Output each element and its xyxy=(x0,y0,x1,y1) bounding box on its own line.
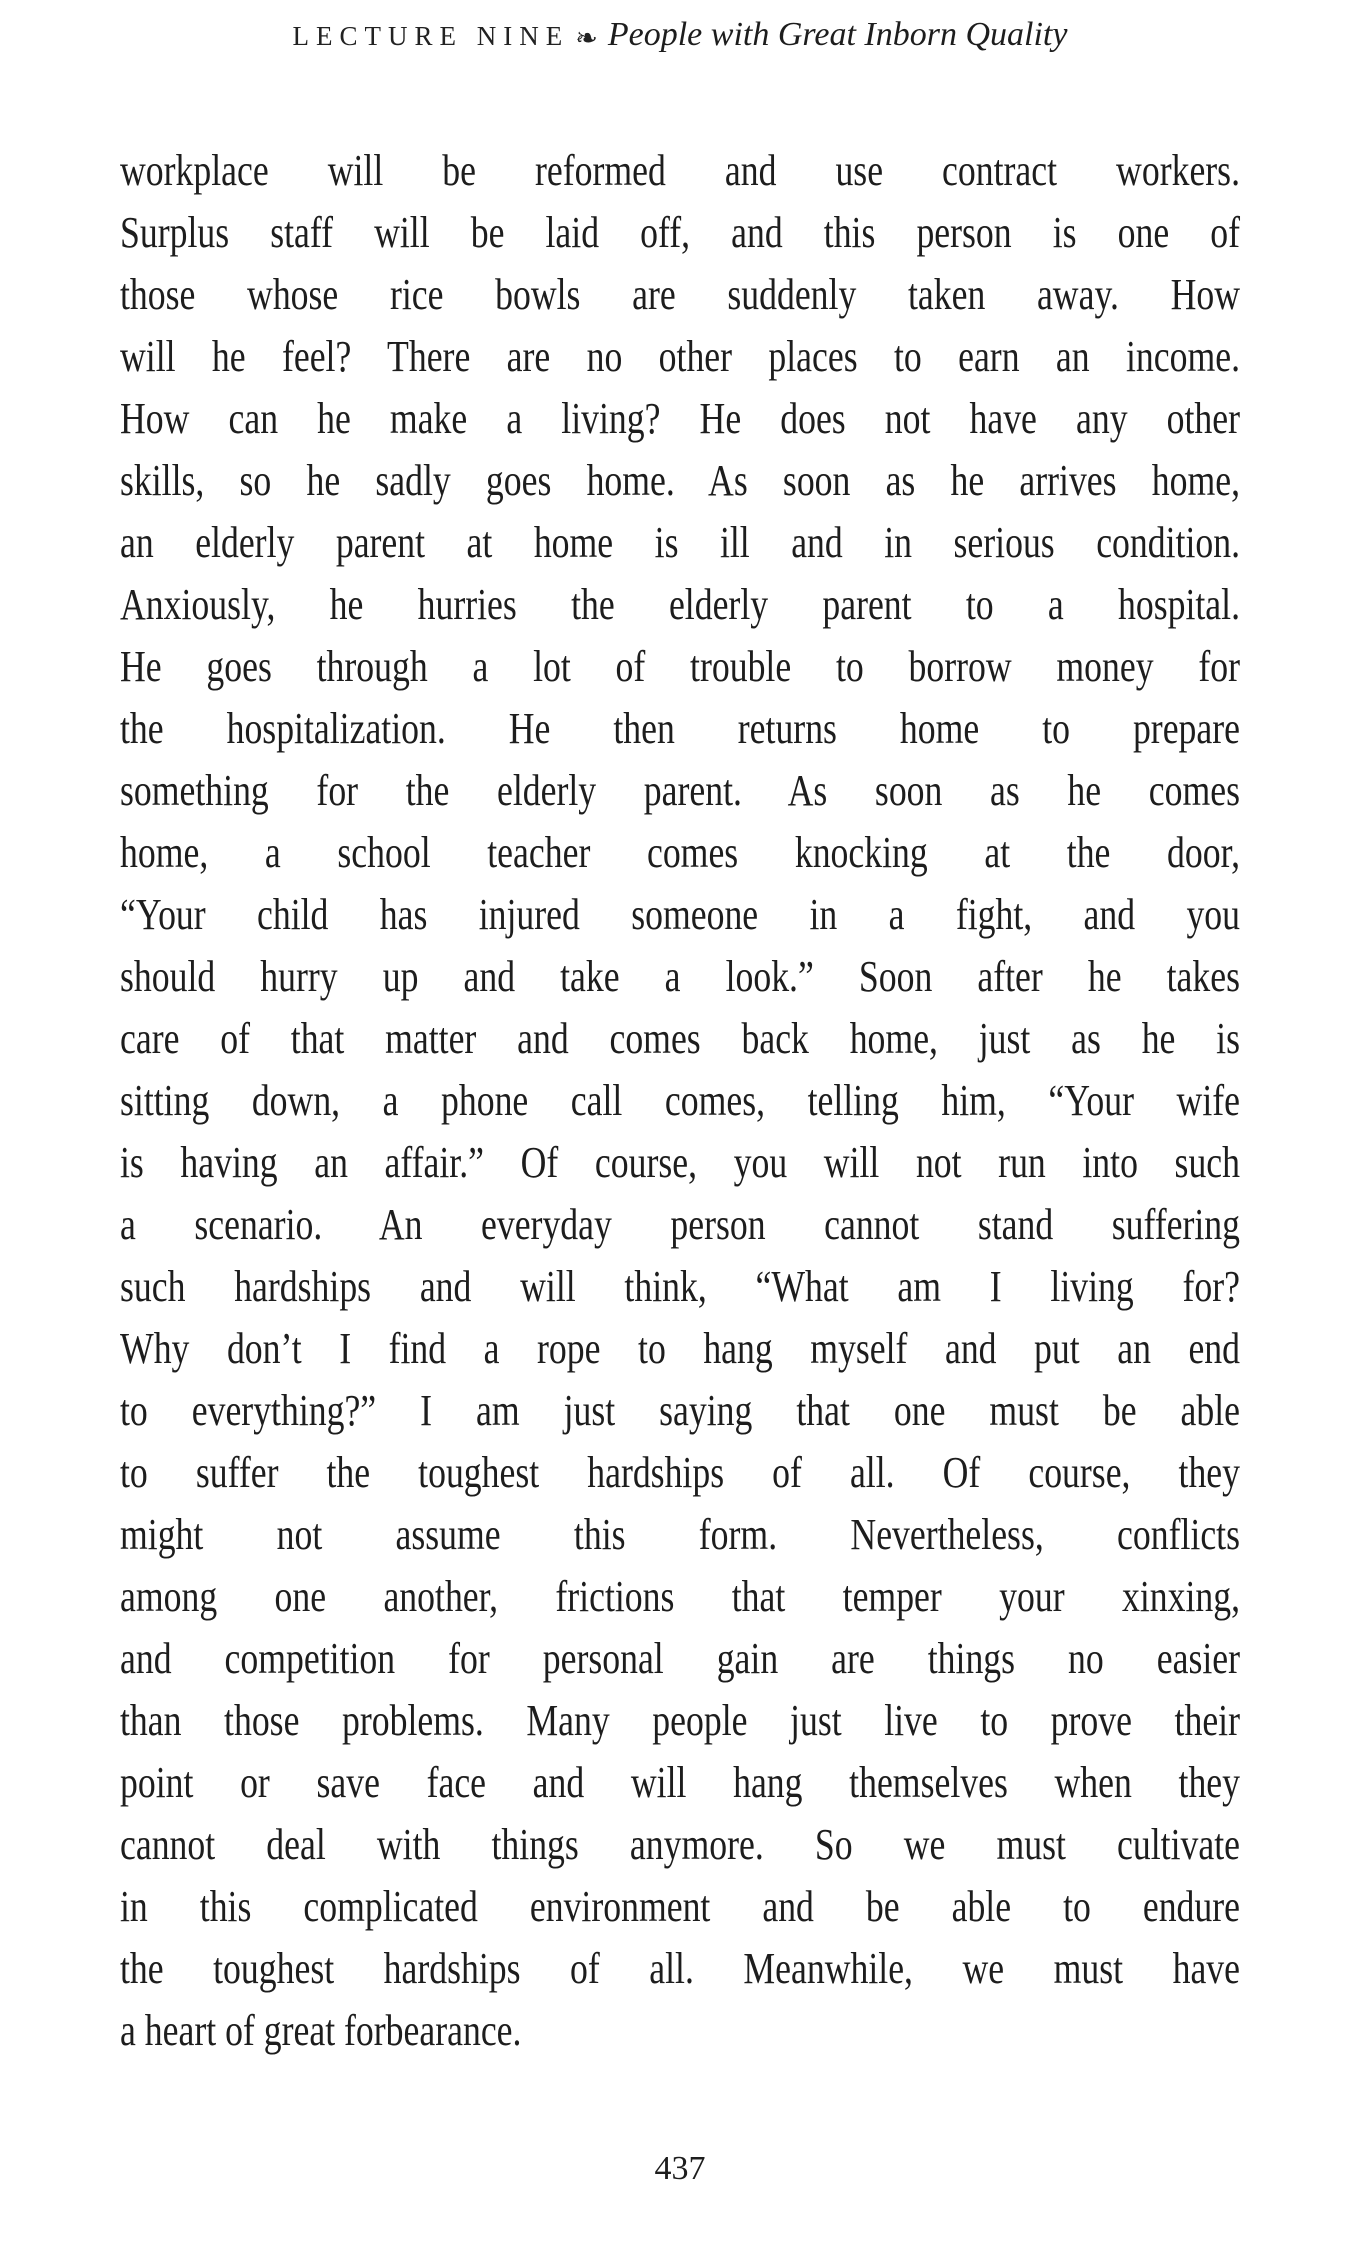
page-number: 437 xyxy=(654,2150,706,2187)
text-line: to everything?” I am just saying that one must be able xyxy=(120,1386,1241,1435)
text-line: will he feel? There are no other places to earn an income. xyxy=(120,332,1241,381)
text-line: cannot deal with things anymore. So we must cultivate xyxy=(120,1820,1241,1869)
text-line: and competition for personal gain are things no easier xyxy=(120,1634,1241,1683)
text-line: point or save face and will hang themselves when they xyxy=(120,1758,1241,1807)
body-text xyxy=(120,140,1240,2062)
text-line: “Your child has injured someone in a fight, and you xyxy=(120,890,1241,939)
text-line: care of that matter and comes back home, just as he is xyxy=(120,1014,1241,1063)
text-line: than those problems. Many people just live to prove their xyxy=(120,1696,1241,1745)
lecture-number-label: LECTURE NINE xyxy=(292,21,570,51)
text-line: an elderly parent at home is ill and in serious condition. xyxy=(120,518,1241,567)
text-line: in this complicated environment and be able to endure xyxy=(120,1882,1241,1931)
text-line: might not assume this form. Nevertheless, conflicts xyxy=(120,1510,1241,1559)
running-head xyxy=(0,16,1360,54)
text-line: those whose rice bowls are suddenly taken away. How xyxy=(120,270,1241,319)
text-line: a heart of great forbearance. xyxy=(120,2006,522,2055)
text-line: such hardships and will think, “What am I living for? xyxy=(120,1262,1241,1311)
text-line: workplace will be reformed and use contract workers. xyxy=(120,146,1241,195)
text-line: He goes through a lot of trouble to borrow money for xyxy=(120,642,1241,691)
text-line: something for the elderly parent. As soon as he comes xyxy=(120,766,1241,815)
text-line: should hurry up and take a look.” Soon after he takes xyxy=(120,952,1241,1001)
text-line: sitting down, a phone call comes, telling him, “Your wife xyxy=(120,1076,1241,1125)
text-line: a scenario. An everyday person cannot stand suffering xyxy=(120,1200,1241,1249)
text-line: is having an affair.” Of course, you will not run into such xyxy=(120,1138,1241,1187)
text-line: Anxiously, he hurries the elderly parent to a hospital. xyxy=(120,580,1241,629)
text-line: skills, so he sadly goes home. As soon as he arrives home, xyxy=(120,456,1241,505)
chapter-title: People with Great Inborn Quality xyxy=(607,16,1068,53)
text-line: among one another, frictions that temper your xinxing, xyxy=(120,1572,1241,1621)
text-line: to suffer the toughest hardships of all. Of course, they xyxy=(120,1448,1241,1497)
text-line: the toughest hardships of all. Meanwhile, we must have xyxy=(120,1944,1241,1993)
text-line: home, a school teacher comes knocking at the door, xyxy=(120,828,1241,877)
text-line: Why don’t I find a rope to hang myself and put an end xyxy=(120,1324,1241,1373)
fleuron-ornament-icon: ❧ xyxy=(575,23,598,53)
text-line: the hospitalization. He then returns home to prepare xyxy=(120,704,1241,753)
text-line: How can he make a living? He does not have any other xyxy=(120,394,1241,443)
text-line: Surplus staff will be laid off, and this person is one of xyxy=(120,208,1241,257)
